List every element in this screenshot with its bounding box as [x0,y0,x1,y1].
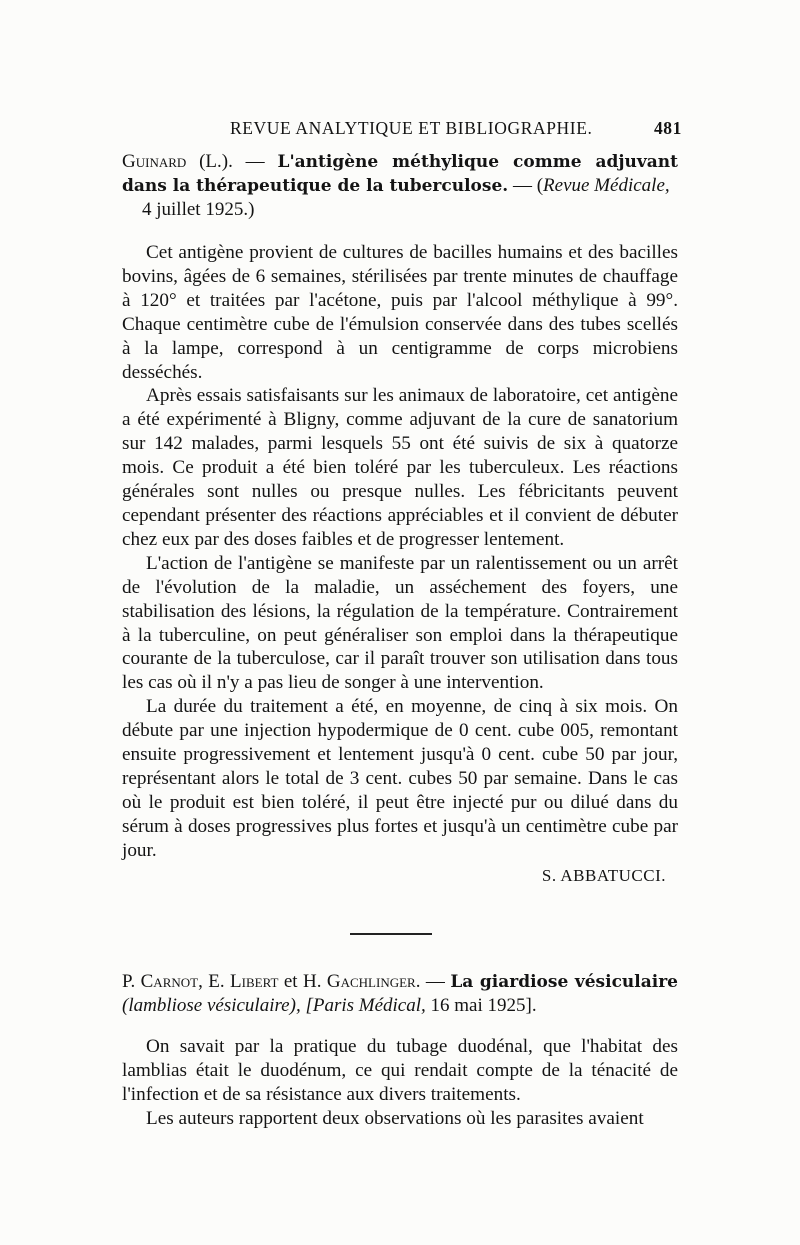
entry-dash-2: — [425,971,445,992]
source-journal: Revue Médicale, [543,175,670,196]
entry-heading [122,150,678,222]
entry-title-2: La giardiose vésiculaire [450,972,678,992]
entry-title: L'antigène méthylique comme adjuvant dans la thérapeutique de la tuberculose. [122,152,679,196]
page-number: 481 [653,118,682,138]
paragraph-2: Après essais satisfaisants sur les animaux de laboratoire, cet antigène a été expérimenté à Bligny, comme adjuvant de la cure de sanatorium sur 142 malades, parmi lesquels 55 ont été suivis de six à quatorze mois. Ce produit a été bien toléré par les tuberculeux. Les réactions générales sont nulles ou presque nulles. Les fébricitants peuvent cependant présenter des réactions appréciables et il convient de débuter chez eux par des doses faibles et de progresser lentement. [122,385,678,550]
source-date: 4 juillet 1925.) [142,199,255,220]
section-divider [350,933,432,935]
running-head-title: REVUE ANALYTIQUE ET BIBLIOGRAPHIE. [230,118,593,138]
signature: S. ABBATUCCI. [541,865,666,885]
author-conjunction: et [283,971,298,992]
source-open: — ( [512,175,544,196]
source-journal-2: [Paris Médical, [305,995,426,1016]
entry-carnot [122,970,678,1131]
entry-author: Guinard [122,151,187,172]
paragraph-3: L'action de l'antigène se manifeste par un ralentissement ou un arrêt de l'évolution de la maladie, un asséchement des foyers, une stabilisation des lésions, la régulation de la température. Contrairement à la tuberculine, on peut généraliser son emploi dans la thérapeutique courante de la tuberculose, car il paraît trouver son utilisation dans tous les cas où il n'y a pas lieu de songer à une intervention. [122,552,678,694]
paragraph-1: Cet antigène provient de cultures de bacilles humains et des bacilles bovins, âgées de 6 semaines, stérilisées par trente minutes de chauffage à 120° et traitées par l'acétone, puis par l'alcool méthylique à 99°. Chaque centimètre cube de l'émulsion conservée dans des tubes scellés à la lampe, correspond à un centigramme de corps microbiens desséchés. [122,242,678,383]
author-gachlinger: H. Gachlinger. [302,971,421,992]
paragraph-5: On savait par la pratique du tubage duodénal, que l'habitat des lamblias était le duodénum, ce qui rendait compte de la ténacité de l'infection et de sa résistance aux divers traitements. [122,1036,678,1105]
author-carnot: P. Carnot, [122,971,203,992]
entry-author-initial: (L.). [199,151,233,172]
author-libert: E. Libert [208,971,279,992]
source-date-2: 16 mai 1925]. [430,995,537,1016]
paragraph-6: Les auteurs rapportent deux observations où les parasites avaient [146,1107,644,1129]
entry-guinard [122,150,678,886]
entry-heading-2 [122,970,678,1018]
alt-title: (lambliose vésiculaire), [122,995,301,1016]
entry-dash: — [245,151,265,172]
paragraph-4: La durée du traitement a été, en moyenne, de cinq à six mois. On débute par une injection hypodermique de 0 cent. cube 005, remontant ensuite progressivement et lentement jusqu'à 0 cent. cube 50 par jour, représentant alors le total de 3 cent. cubes 50 par semaine. Dans le cas où le produit est bien toléré, il peut être injecté pur ou dilué dans du sérum à doses progressives plus fortes et jusqu'à un centimètre cube par jour. [122,696,678,861]
